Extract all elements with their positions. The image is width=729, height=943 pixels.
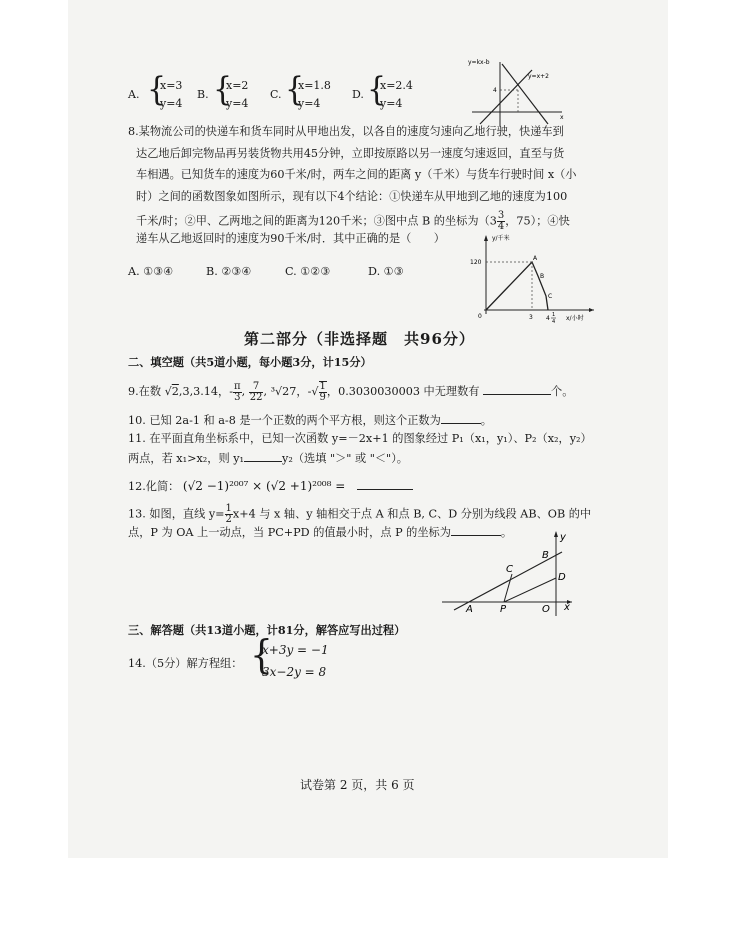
q8-line-2: 达乙地后卸完物品再另装货物共用45分钟，立即按原路以另一速度匀速返回，直至与货 xyxy=(136,147,565,160)
q9-sqrt-frac: √ $\frac{1}{9}$ xyxy=(311,381,326,403)
q9-blank[interactable] xyxy=(483,383,551,395)
q8-graph xyxy=(462,230,602,325)
q8-xlabel: x/小时 xyxy=(566,315,584,322)
q13-label-b: B xyxy=(542,550,549,561)
q7-option-a-eq2: y=4 xyxy=(160,97,183,110)
q13-fraction-num: 1 xyxy=(225,503,232,514)
q12-prefix: 12.化简： xyxy=(128,480,180,493)
q13-seg-pd xyxy=(504,578,556,602)
q8-tick-120: 120 xyxy=(470,259,482,266)
q8-ylabel: y/千米 xyxy=(492,235,510,242)
q14-text: 14.（5分）解方程组： xyxy=(128,657,243,670)
q8-fraction-num: 3 xyxy=(497,210,505,221)
q7-option-b-brace: { xyxy=(213,70,233,109)
q7-graph xyxy=(468,56,568,128)
q13-seg-pc xyxy=(504,574,512,602)
q10-blank[interactable] xyxy=(441,412,481,424)
q7-option-b-eq1: x=2 xyxy=(226,79,249,92)
q8-tick-4: 4 xyxy=(546,315,550,322)
q10-end: 。 xyxy=(480,414,492,427)
q7-option-d-eq2: y=4 xyxy=(380,97,403,110)
q14-eq1: x+3y = −1 xyxy=(262,643,329,657)
q13-graph xyxy=(440,528,580,618)
q13-label-d: D xyxy=(558,572,566,583)
q13-line-1-a: 13. 如图，直线 y= xyxy=(128,507,225,521)
q13-end: 。 xyxy=(500,526,513,539)
q11-blank[interactable] xyxy=(244,450,282,462)
q13-label-a: A xyxy=(466,604,473,615)
q10-text: 10. 已知 2a-1 和 a-8 是一个正数的两个平方根，则这个正数为 xyxy=(128,414,441,427)
q9-pi-den: 3 xyxy=(234,391,241,403)
q7-option-c-eq2: y=4 xyxy=(298,97,321,110)
q8-option-b: B. ②③④ xyxy=(206,265,252,278)
q13-label-o: O xyxy=(542,604,550,615)
q7-option-b-eq2: y=4 xyxy=(226,97,249,110)
q11-line-2-b: y₂（选填 "＞" 或 "＜"）。 xyxy=(282,452,408,465)
q8-fraction xyxy=(497,211,505,232)
q7-option-d-brace: { xyxy=(367,70,387,109)
section-2-title: 第二部分（非选择题 共96分） xyxy=(244,330,475,348)
q8-line-5-a: 千米/时；②甲、乙两地之间的距离为120千米；③图中点 B 的坐标为（3 xyxy=(136,214,497,228)
q9-sqrt2: √2 xyxy=(164,385,179,398)
q8-option-c: C. ①②③ xyxy=(285,265,331,278)
q8-line-6: 递车从乙地返回时的速度为90千米/时．其中正确的是（ ） xyxy=(136,232,445,245)
q7-option-b-letter: B. xyxy=(197,88,209,101)
q8-line-1: 8.某物流公司的快递车和货车同时从甲地出发，以各自的速度匀速向乙地行驶，快递车到 xyxy=(128,125,564,138)
q11-line-2-a: 两点，若 x₁>x₂，则 y₁ xyxy=(128,452,245,465)
q8-tick-3: 3 xyxy=(529,314,533,321)
q9-unit: 个。 xyxy=(551,385,574,398)
q7-label-x: x xyxy=(560,114,564,121)
q8-origin: 0 xyxy=(478,313,482,320)
q9-line: 9.在数 √2,3,3.14，- $\frac{\pi}{3}$ , $\frac{7}{22}$ , ³√27，-√ $\frac{1}{9}$ ，0.3030030003 中无理数有 个。 xyxy=(128,380,574,403)
q8-x-arrow xyxy=(589,308,594,312)
page-footer: 试卷第 2 页，共 6 页 xyxy=(300,778,415,792)
q9-seven-den: 22 xyxy=(249,391,263,403)
q9-pi-num: π xyxy=(234,380,241,392)
q8-line-5 xyxy=(136,211,570,232)
solve-header: 三、解答题（共13道小题，计81分，解答应写出过程） xyxy=(128,623,406,637)
q9-nums: ,3,3.14，- xyxy=(178,385,233,398)
q13-label-y: y xyxy=(560,532,566,543)
q9-tail: ，0.3030030003 中无理数有 xyxy=(326,385,480,398)
q8-line-5-b: ，75）；④快 xyxy=(505,214,570,228)
q7-option-a-eq1: x=3 xyxy=(160,79,183,92)
q13-line-1 xyxy=(128,504,591,525)
q8-point-a: A xyxy=(533,255,538,262)
q9-sqrt-num: 1 xyxy=(319,381,326,392)
q8-distance-line xyxy=(486,262,548,310)
q7-option-d-letter: D. xyxy=(352,88,364,101)
q8-point-b: B xyxy=(540,273,545,280)
q13-fraction-den: 2 xyxy=(225,514,232,525)
q9-seven-num: 7 xyxy=(249,382,264,393)
q13-label-x: x xyxy=(564,602,570,613)
q7-option-a-letter: A. xyxy=(128,88,140,101)
q9-sqrt-den: 9 xyxy=(319,392,326,403)
q13-label-c: C xyxy=(506,564,513,575)
q11-line-2 xyxy=(128,450,408,466)
q14-brace: { xyxy=(250,632,273,678)
q9-seven-frac xyxy=(249,382,264,403)
q7-line-increasing xyxy=(480,70,532,124)
q7-label-left: y=kx-b xyxy=(468,59,490,66)
q12-expression: (√2 −1)²⁰⁰⁷ × (√2 +1)²⁰⁰⁸ = xyxy=(182,479,346,493)
q8-line-4: 时）之间的函数图象如图所示，现有以下4个结论：①快递车从甲地到乙地的速度为100 xyxy=(136,190,568,203)
q9-prefix: 9.在数 xyxy=(128,385,162,398)
q7-label-right: y=x+2 xyxy=(528,73,549,80)
q8-tick-frac-num: 1 xyxy=(552,312,556,318)
q9-pi-frac xyxy=(233,382,242,403)
q13-label-p: P xyxy=(500,604,507,615)
q8-y-arrow xyxy=(484,235,488,241)
q9-cbrt: ³√27 xyxy=(270,385,297,398)
q8-option-d: D. ①③ xyxy=(368,265,404,278)
q14-eq2: 3x−2y = 8 xyxy=(262,665,327,679)
q12-line xyxy=(128,478,413,494)
q8-point-c: C xyxy=(548,293,553,300)
q8-option-a: A. ①③④ xyxy=(128,265,174,278)
q8-fraction-den: 4 xyxy=(497,221,505,232)
q10-line xyxy=(128,412,492,428)
q9-minus: ，- xyxy=(296,385,312,398)
q13-y-arrow xyxy=(554,531,558,537)
q7-option-c-eq1: x=1.8 xyxy=(298,79,331,92)
q7-option-c-letter: C. xyxy=(270,88,282,101)
q7-option-a-brace: { xyxy=(147,70,167,109)
q7-option-d-eq1: x=2.4 xyxy=(380,79,413,92)
q7-option-c-brace: { xyxy=(285,70,305,109)
q13-fraction xyxy=(225,504,233,525)
q13-line-1-b: x+4 与 x 轴、y 轴相交于点 A 和点 B, C、D 分别为线段 AB、OB 的中 xyxy=(232,507,592,521)
q8-line-3: 车相遇。已知货车的速度为60千米/时，两车之间的距离 y（千米）与货车行驶时间 x（小 xyxy=(136,168,577,181)
fill-header: 二、填空题（共5道小题，每小题3分，计15分） xyxy=(128,355,372,369)
q12-blank[interactable] xyxy=(357,478,413,490)
q8-tick-frac-den: 4 xyxy=(552,319,556,325)
q7-label-4: 4 xyxy=(493,87,497,94)
q13-line-2-text: 点，P 为 OA 上一动点，当 PC+PD 的值最小时，点 P 的坐标为 xyxy=(128,526,451,539)
q11-line-1: 11. 在平面直角坐标系中，已知一次函数 y=－2x+1 的图象经过 P₁（x₁，y₁）、P₂（x₂，y₂） xyxy=(128,432,592,445)
